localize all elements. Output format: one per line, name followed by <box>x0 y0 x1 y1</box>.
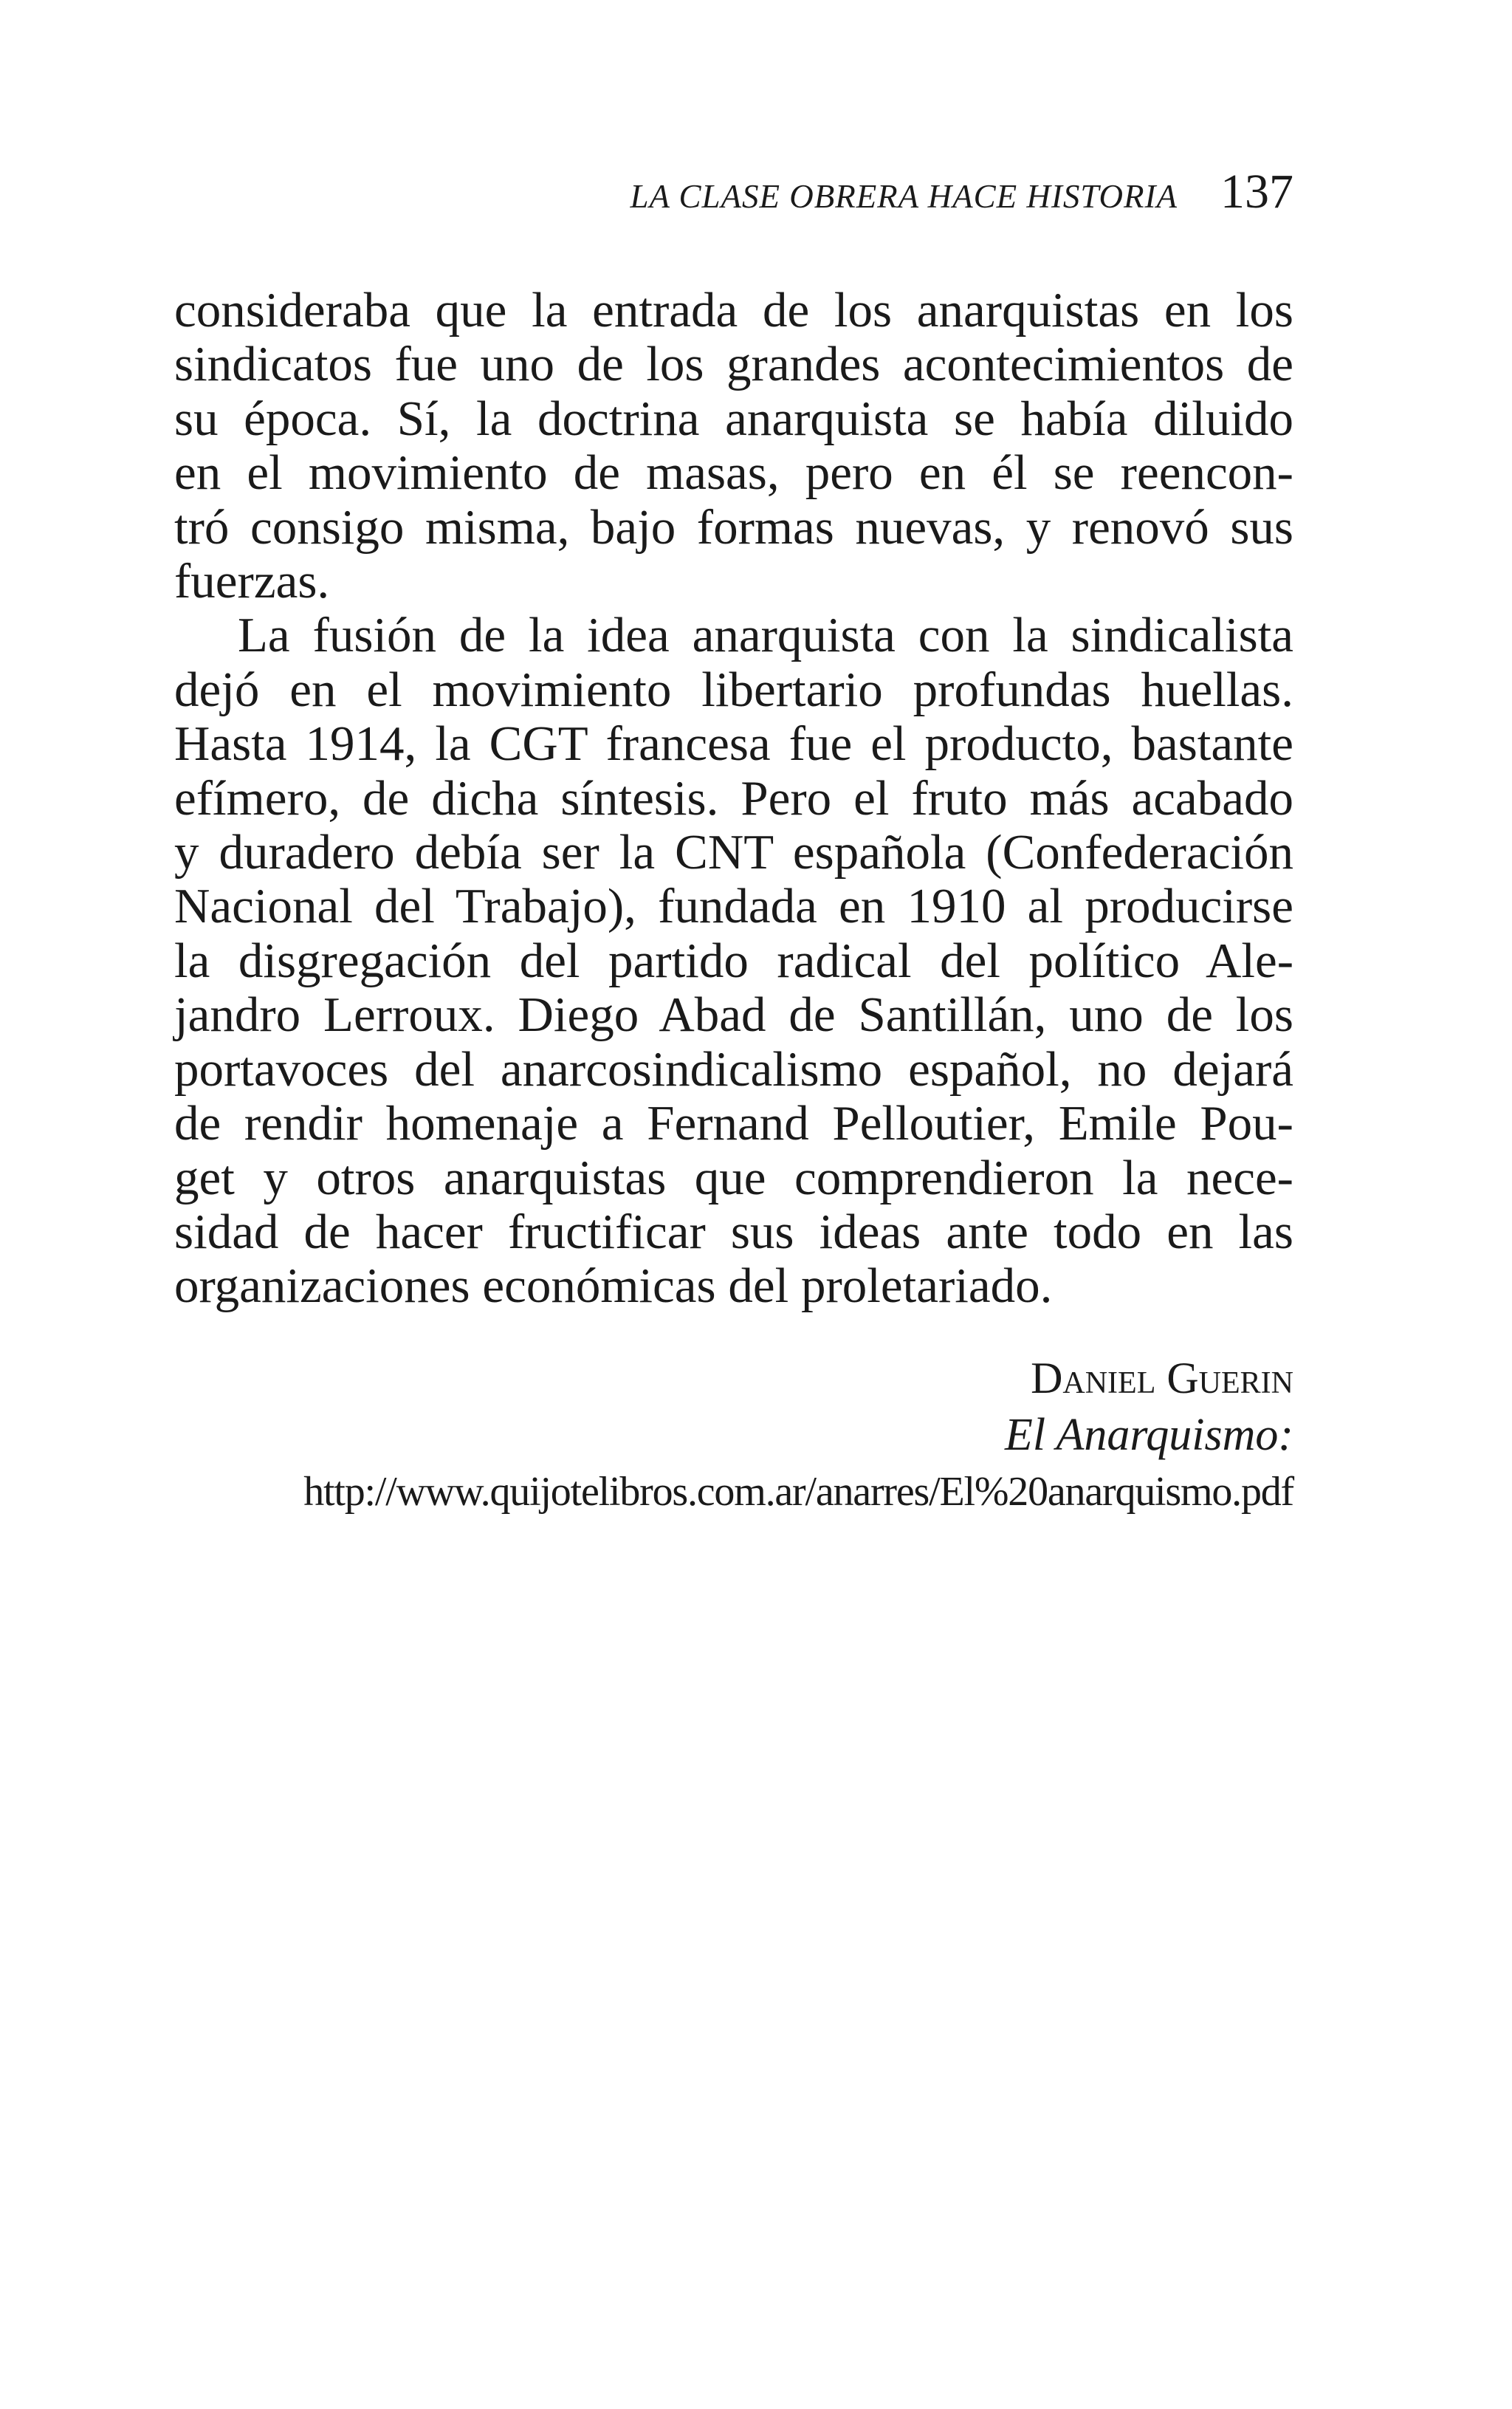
text-line: get y otros anarquistas que comprendieron la nece- <box>174 1150 1293 1205</box>
text-line: tró consigo misma, bajo formas nuevas, y renovó sus <box>174 499 1293 555</box>
text-line: y duradero debía ser la CNT española (Confederación <box>174 825 1293 880</box>
page-number: 137 <box>1220 165 1293 219</box>
text-line: consideraba que la entrada de los anarquistas en los <box>174 283 1293 337</box>
text-line: Nacional del Trabajo), fundada en 1910 al producirse <box>174 879 1293 934</box>
paragraph <box>174 284 1293 609</box>
work-title: El Anarquismo: <box>1005 1410 1293 1460</box>
running-title: LA CLASE OBRERA HACE HISTORIA <box>630 178 1178 215</box>
text-line: portavoces del anarcosindicalismo español, no dejará <box>174 1041 1293 1097</box>
text-line: efímero, de dicha síntesis. Pero el fruto más acabado <box>174 770 1293 826</box>
text-line: dejó en el movimiento libertario profundas huellas. <box>174 662 1293 717</box>
text-line: en el movimiento de masas, pero en él se reencon- <box>174 445 1293 501</box>
text-line: organizaciones económicas del proletariado. <box>174 1258 1053 1314</box>
text-line: su época. Sí, la doctrina anarquista se había diluido <box>174 391 1293 446</box>
body-text <box>174 284 1293 1314</box>
text-line: la disgregación del partido radical del político Ale- <box>174 933 1293 988</box>
author-name: Daniel Guerin <box>1031 1354 1293 1402</box>
text-line: sidad de hacer fructificar sus ideas ante todo en las <box>174 1204 1293 1259</box>
text-line: jandro Lerroux. Diego Abad de Santillán, uno de los <box>174 987 1293 1043</box>
text-line: de rendir homenaje a Fernand Pelloutier, Emile Pou- <box>174 1096 1293 1151</box>
running-head <box>174 164 1293 230</box>
text-line: Hasta 1914, la CGT francesa fue el producto, bastante <box>174 716 1293 772</box>
text-line: La fusión de la idea anarquista con la sindicalista <box>238 608 1293 663</box>
paragraph <box>174 609 1293 1313</box>
text-line: sindicatos fue uno de los grandes acontecimientos de <box>174 337 1293 392</box>
source-url: http://www.quijotelibros.com.ar/anarres/El%20anarquismo.pdf <box>303 1469 1293 1515</box>
attribution <box>174 1350 1293 1521</box>
text-line: fuerzas. <box>174 554 330 609</box>
